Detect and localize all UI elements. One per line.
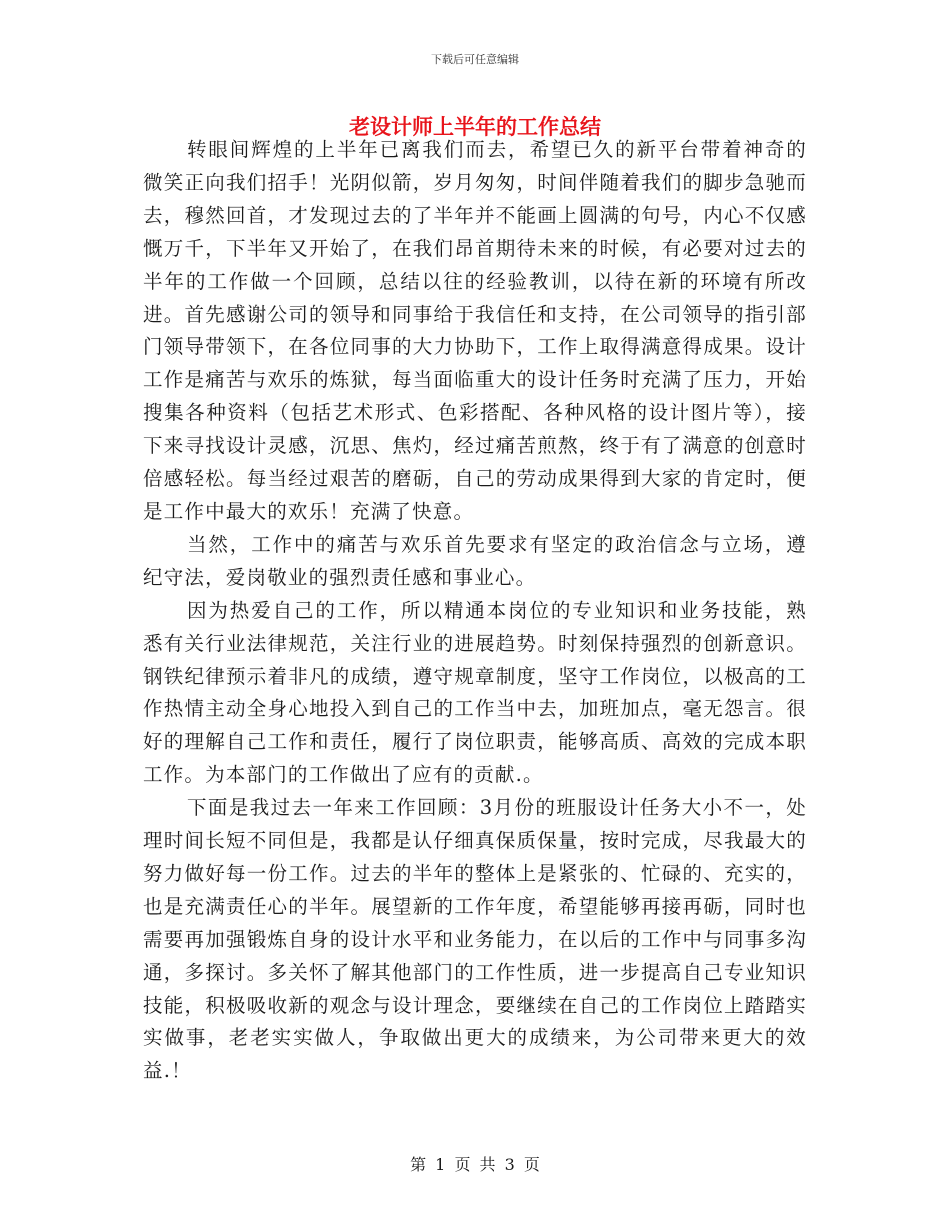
- paragraph: 当然，工作中的痛苦与欢乐首先要求有坚定的政治信念与立场，遵纪守法，爱岗敬业的强烈责任感和事业心。: [143, 532, 807, 589]
- paragraph: 转眼间辉煌的上半年已离我们而去，希望已久的新平台带着神奇的微笑正向我们招手！光阴似箭，岁月匆匆，时间伴随着我们的脚步急驰而去，穆然回首，才发现过去的了半年并不能画上圆满的句号，内心不仅感慨万千，下半年又开始了，在我们昂首期待未来的时候，有必要对过去的半年的工作做一个回顾，总结以往的经验教训，以待在新的环境有所改进。首先感谢公司的领导和同事给于我信任和支持，在公司领导的指引部门领导带领下，在各位同事的大力协助下，工作上取得满意得成果。设计工作是痛苦与欢乐的炼狱，每当面临重大的设计任务时充满了压力，开始搜集各种资料（包括艺术形式、色彩搭配、各种风格的设计图片等），接下来寻找设计灵感，沉思、焦灼，经过痛苦煎熬，终于有了满意的创意时倍感轻松。每当经过艰苦的磨砺，自己的劳动成果得到大家的肯定时，便是工作中最大的欢乐！充满了快意。: [143, 138, 807, 523]
- paragraph: 因为热爱自己的工作，所以精通本岗位的专业知识和业务技能，熟悉有关行业法律规范，关注行业的进展趋势。时刻保持强烈的创新意识。钢铁纪律预示着非凡的成绩，遵守规章制度，坚守工作岗位，以极高的工作热情主动全身心地投入到自己的工作当中去，加班加点，毫无怨言。很好的理解自己工作和责任，履行了岗位职责，能够高质、高效的完成本职工作。为本部门的工作做出了应有的贡献.。: [143, 598, 807, 787]
- document-title: 老设计师上半年的工作总结: [349, 114, 601, 139]
- document-body: [143, 134, 807, 1088]
- page-number-footer: 第 1 页 共 3 页: [410, 1155, 540, 1174]
- paragraph: 下面是我过去一年来工作回顾：3月份的班服设计任务大小不一，处理时间长短不同但是，我都是认仔细真保质保量，按时完成，尽我最大的努力做好每一份工作。过去的半年的整体上是紧张的、忙碌的、充实的，也是充满责任心的半年。展望新的工作年度，希望能够再接再砺，同时也需要再加强锻炼自身的设计水平和业务能力，在以后的工作中与同事多沟通，多探讨。多关怀了解其他部门的工作性质，进一步提高自己专业知识技能，积极吸收新的观念与设计理念，要继续在自己的工作岗位上踏踏实实做事，老老实实做人，争取做出更大的成绩来，为公司带来更大的效益.！: [143, 796, 807, 1083]
- header-note: 下载后可任意编辑: [431, 53, 519, 66]
